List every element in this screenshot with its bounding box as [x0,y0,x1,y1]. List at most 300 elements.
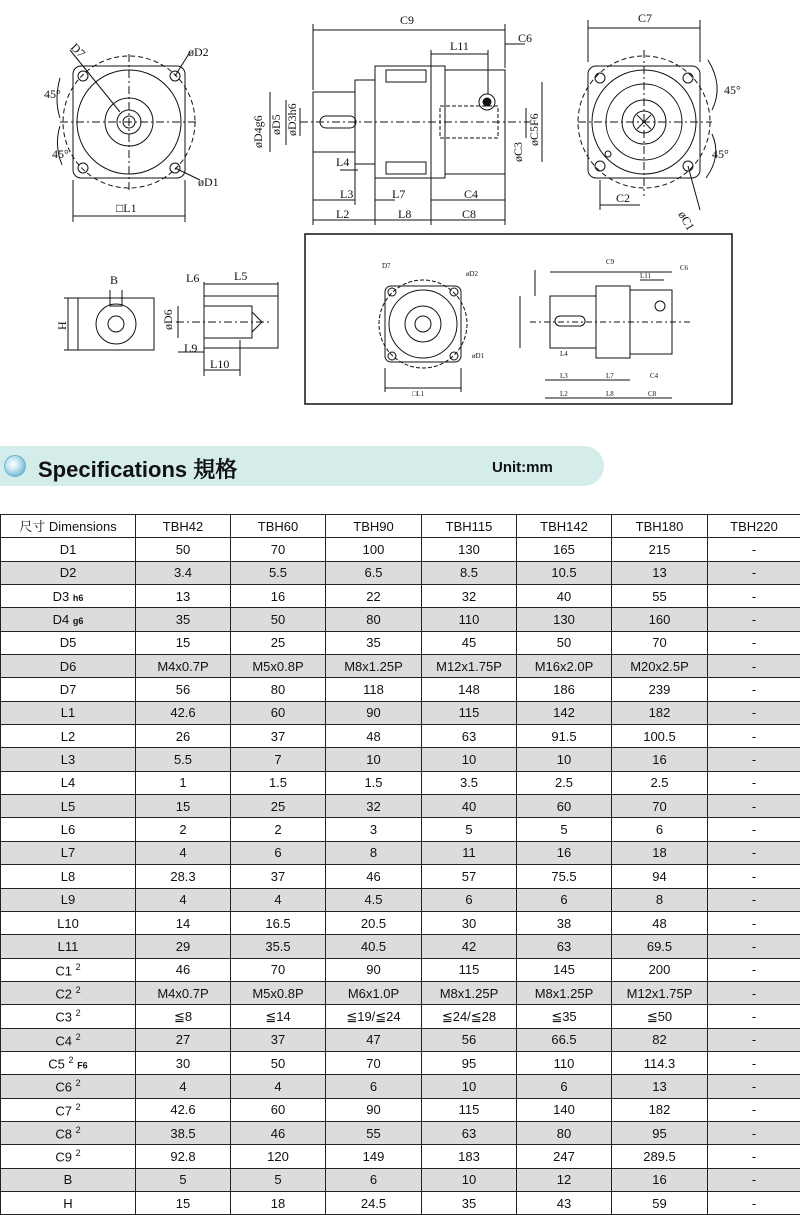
value-cell: 50 [231,1051,326,1074]
value-cell: 6.5 [326,561,422,584]
value-cell: 6 [231,841,326,864]
dimension-cell [1,1121,136,1144]
value-cell: 47 [326,1028,422,1051]
side-label-c5: øC5F6 [527,113,541,146]
header-dimensions: 尺寸 Dimensions [1,515,136,538]
value-cell: M8x1.25P [422,981,517,1004]
value-cell: 16 [612,1168,708,1191]
value-cell: 15 [136,631,231,654]
side-label-c6: C6 [518,31,532,45]
value-cell: 29 [136,935,231,958]
value-cell: - [708,865,800,888]
value-cell: 6 [326,1168,422,1191]
value-cell: - [708,655,800,678]
dimension-name: C5 [48,1056,65,1071]
dimension-name: D5 [60,635,77,650]
table-row [1,795,800,818]
dimension-note-superscript: 2 [76,1125,81,1135]
specifications-table [0,514,800,1215]
value-cell: 90 [326,958,422,981]
dimension-name: B [64,1172,73,1187]
front-label-angle-lower: 45° [52,147,69,161]
value-cell: ≦50 [612,1005,708,1028]
dimension-cell [1,888,136,911]
value-cell: ≦24/≦28 [422,1005,517,1028]
front-label-d1: øD1 [198,175,219,189]
value-cell: 5 [422,818,517,841]
value-cell: 50 [231,608,326,631]
value-cell: 80 [517,1121,612,1144]
side-label-c3: øC3 [511,142,525,162]
value-cell: 16 [517,841,612,864]
value-cell: 46 [231,1121,326,1144]
dimension-note-superscript: 2 [76,1102,81,1112]
value-cell: 46 [136,958,231,981]
value-cell: 32 [326,795,422,818]
value-cell: 50 [517,631,612,654]
value-cell: 55 [326,1121,422,1144]
value-cell: 3 [326,818,422,841]
dimension-name: L2 [61,729,75,744]
inset-label-l11: L11 [640,272,652,280]
value-cell: 15 [136,1191,231,1214]
table-row [1,865,800,888]
value-cell: - [708,1005,800,1028]
table-row [1,1168,800,1191]
value-cell: - [708,958,800,981]
table-row [1,1098,800,1121]
value-cell: 57 [422,865,517,888]
dimension-tolerance-subscript: F6 [77,1060,88,1070]
dimension-cell [1,865,136,888]
value-cell: 90 [326,701,422,724]
shaft-label-l10: L10 [210,357,229,371]
table-row [1,958,800,981]
value-cell: 14 [136,911,231,934]
value-cell: 148 [422,678,517,701]
value-cell: M16x2.0P [517,655,612,678]
side-label-c4: C4 [464,187,478,201]
value-cell: 94 [612,865,708,888]
header-model: TBH220 [708,515,800,538]
dimension-name: C4 [55,1033,72,1048]
value-cell: - [708,841,800,864]
technical-drawings [0,0,800,420]
dimension-cell [1,981,136,1004]
value-cell: 92.8 [136,1145,231,1168]
key-label-b: B [110,273,118,287]
value-cell: 2 [136,818,231,841]
value-cell: 30 [136,1051,231,1074]
value-cell: 18 [612,841,708,864]
value-cell: 42 [422,935,517,958]
value-cell: 1.5 [326,771,422,794]
value-cell: 70 [612,795,708,818]
dimension-name: L3 [61,752,75,767]
side-label-c8: C8 [462,207,476,221]
value-cell: ≦14 [231,1005,326,1028]
rear-label-angle-lower: 45° [712,147,729,161]
value-cell: 5 [517,818,612,841]
value-cell: 10 [517,748,612,771]
value-cell: - [708,911,800,934]
dimension-cell [1,1028,136,1051]
side-label-l8: L8 [398,207,411,221]
value-cell: - [708,818,800,841]
table-row [1,818,800,841]
value-cell: 48 [612,911,708,934]
value-cell: - [708,538,800,561]
table-row [1,1121,800,1144]
value-cell: 59 [612,1191,708,1214]
value-cell: 24.5 [326,1191,422,1214]
value-cell: 30 [422,911,517,934]
front-label-d2: øD2 [188,45,209,59]
value-cell: 43 [517,1191,612,1214]
table-row [1,678,800,701]
shaft-label-l9: L9 [184,341,197,355]
header-model: TBH90 [326,515,422,538]
value-cell: ≦19/≦24 [326,1005,422,1028]
value-cell: - [708,631,800,654]
value-cell: 70 [231,538,326,561]
dimension-name: C3 [55,1010,72,1025]
value-cell: 120 [231,1145,326,1168]
dimension-cell [1,725,136,748]
value-cell: 25 [231,631,326,654]
value-cell: M4x0.7P [136,981,231,1004]
table-row [1,655,800,678]
value-cell: 115 [422,1098,517,1121]
value-cell: 82 [612,1028,708,1051]
value-cell: 115 [422,701,517,724]
value-cell: 28.3 [136,865,231,888]
dimension-cell [1,911,136,934]
table-row [1,701,800,724]
value-cell: 130 [517,608,612,631]
inset-label-c4: C4 [650,372,659,380]
value-cell: 91.5 [517,725,612,748]
side-label-d3: øD3h6 [285,103,299,136]
dimension-note-superscript: 2 [76,1148,81,1158]
value-cell: 42.6 [136,701,231,724]
value-cell: 160 [612,608,708,631]
shaft-label-l6: L6 [186,271,199,285]
value-cell: 1 [136,771,231,794]
dimension-cell [1,1168,136,1191]
value-cell: 38 [517,911,612,934]
dimension-cell [1,608,136,631]
dimension-name: H [63,1196,72,1211]
value-cell: - [708,1028,800,1051]
value-cell: 26 [136,725,231,748]
dimension-cell [1,748,136,771]
dimension-note-superscript: 2 [76,985,81,995]
dimension-note-superscript: 2 [76,1032,81,1042]
rear-view-drawing [578,20,717,210]
value-cell: 115 [422,958,517,981]
value-cell: 4 [231,1075,326,1098]
value-cell: 183 [422,1145,517,1168]
value-cell: 80 [231,678,326,701]
dimension-name: C8 [55,1126,72,1141]
dimension-cell [1,771,136,794]
value-cell: 200 [612,958,708,981]
dimension-cell [1,678,136,701]
rear-label-c2: C2 [616,191,630,205]
dimension-name: L4 [61,775,75,790]
dimension-cell [1,1145,136,1168]
side-view-drawing [270,24,542,225]
value-cell: 18 [231,1191,326,1214]
value-cell: - [708,1191,800,1214]
inset-label-l3: L3 [560,372,568,380]
rear-label-c1: øC1 [675,209,697,233]
dimension-note-superscript: 2 [76,1078,81,1088]
value-cell: 6 [612,818,708,841]
value-cell: 55 [612,585,708,608]
table-row [1,981,800,1004]
value-cell: 140 [517,1098,612,1121]
value-cell: 35 [326,631,422,654]
value-cell: 247 [517,1145,612,1168]
value-cell: - [708,981,800,1004]
dimension-cell [1,561,136,584]
table-row [1,1005,800,1028]
value-cell: 5 [136,1168,231,1191]
value-cell: 13 [136,585,231,608]
table-row [1,608,800,631]
value-cell: 114.3 [612,1051,708,1074]
side-label-d5: øD5 [269,114,283,135]
value-cell: - [708,795,800,818]
value-cell: 4 [136,888,231,911]
header-model: TBH42 [136,515,231,538]
value-cell: 6 [517,888,612,911]
side-label-l11: L11 [450,39,469,53]
dimension-name: L7 [61,845,75,860]
dimension-cell [1,631,136,654]
value-cell: 100.5 [612,725,708,748]
value-cell: 42.6 [136,1098,231,1121]
dimension-cell [1,935,136,958]
dimension-name: L6 [61,822,75,837]
value-cell: - [708,608,800,631]
value-cell: 75.5 [517,865,612,888]
value-cell: M8x1.25P [517,981,612,1004]
value-cell: 8 [326,841,422,864]
value-cell: 40 [517,585,612,608]
dimension-cell [1,585,136,608]
value-cell: 66.5 [517,1028,612,1051]
value-cell: 22 [326,585,422,608]
header-model: TBH142 [517,515,612,538]
rear-label-c7: C7 [638,11,652,25]
inset-panel-drawing [305,234,732,404]
value-cell: - [708,771,800,794]
value-cell: 165 [517,538,612,561]
value-cell: - [708,1168,800,1191]
table-row [1,888,800,911]
header-model: TBH180 [612,515,708,538]
value-cell: 12 [517,1168,612,1191]
value-cell: 35.5 [231,935,326,958]
header-model: TBH60 [231,515,326,538]
value-cell: 80 [326,608,422,631]
dimension-name: D2 [60,565,77,580]
table-row [1,1191,800,1214]
value-cell: 20.5 [326,911,422,934]
table-row [1,911,800,934]
value-cell: 4.5 [326,888,422,911]
dimension-name: D4 [53,612,70,627]
value-cell: 69.5 [612,935,708,958]
value-cell: M8x1.25P [326,655,422,678]
section-title: Specifications 規格 [38,453,237,484]
value-cell: 37 [231,865,326,888]
value-cell: 15 [136,795,231,818]
side-label-l2: L2 [336,207,349,221]
value-cell: 5 [231,1168,326,1191]
inset-label-l2: L2 [560,390,568,398]
value-cell: 5.5 [231,561,326,584]
value-cell: 70 [612,631,708,654]
table-row [1,1028,800,1051]
table-row [1,935,800,958]
dimension-tolerance-subscript: g6 [73,616,84,626]
dimension-tolerance-subscript: h6 [73,593,84,603]
value-cell: M5x0.8P [231,655,326,678]
value-cell: M4x0.7P [136,655,231,678]
value-cell: 4 [136,841,231,864]
value-cell: 6 [326,1075,422,1098]
key-view-drawing [64,290,154,350]
dimension-cell [1,701,136,724]
value-cell: 289.5 [612,1145,708,1168]
dimension-name: D1 [60,542,77,557]
value-cell: 5.5 [136,748,231,771]
key-label-h: H [55,321,69,330]
value-cell: 16 [612,748,708,771]
value-cell: 10 [422,1075,517,1098]
value-cell: 60 [231,701,326,724]
value-cell: 45 [422,631,517,654]
value-cell: 2.5 [517,771,612,794]
dimension-note-superscript: 2 [69,1055,74,1065]
table-row [1,1145,800,1168]
value-cell: 8 [612,888,708,911]
value-cell: - [708,585,800,608]
dimension-cell [1,795,136,818]
inset-label-l4: L4 [560,350,568,358]
inset-label-l1: □L1 [412,390,425,398]
side-label-l4: L4 [336,155,349,169]
dimension-note-superscript: 2 [76,962,81,972]
table-header-row [1,515,800,538]
value-cell: 4 [231,888,326,911]
value-cell: 40.5 [326,935,422,958]
side-label-c9: C9 [400,13,414,27]
value-cell: 70 [231,958,326,981]
value-cell: M12x1.75P [612,981,708,1004]
value-cell: 11 [422,841,517,864]
value-cell: 32 [422,585,517,608]
value-cell: 90 [326,1098,422,1121]
unit-label: Unit:mm [492,459,553,476]
value-cell: 60 [231,1098,326,1121]
dimension-cell [1,958,136,981]
value-cell: 63 [422,1121,517,1144]
inset-label-c8: C8 [648,390,657,398]
value-cell: 63 [517,935,612,958]
value-cell: 10 [326,748,422,771]
value-cell: - [708,1145,800,1168]
shaft-label-l5: L5 [234,269,247,283]
inset-label-d2: øD2 [466,270,479,278]
specifications-banner [0,446,604,486]
value-cell: 100 [326,538,422,561]
value-cell: ≦8 [136,1005,231,1028]
value-cell: 70 [326,1051,422,1074]
value-cell: 149 [326,1145,422,1168]
value-cell: 8.5 [422,561,517,584]
dimension-name: C9 [55,1150,72,1165]
table-row [1,748,800,771]
table-row [1,538,800,561]
value-cell: 48 [326,725,422,748]
value-cell: 130 [422,538,517,561]
table-row [1,841,800,864]
dimension-name: D3 [53,589,70,604]
dimension-name: L10 [57,916,79,931]
dimension-cell [1,1191,136,1214]
value-cell: - [708,725,800,748]
inset-label-d7: D7 [382,262,391,270]
value-cell: 3.5 [422,771,517,794]
value-cell: 35 [422,1191,517,1214]
dimension-name: C1 [55,963,72,978]
dimension-cell [1,1098,136,1121]
value-cell: - [708,678,800,701]
dimension-note-superscript: 2 [76,1008,81,1018]
dimension-name: L8 [61,869,75,884]
table-row [1,585,800,608]
dimension-cell [1,655,136,678]
dimension-name: L1 [61,705,75,720]
value-cell: M6x1.0P [326,981,422,1004]
value-cell: 2 [231,818,326,841]
value-cell: - [708,1051,800,1074]
front-label-l1: □L1 [116,201,137,215]
side-label-d4: øD4g6 [251,115,265,148]
value-cell: 38.5 [136,1121,231,1144]
value-cell: 182 [612,1098,708,1121]
value-cell: M5x0.8P [231,981,326,1004]
value-cell: 1.5 [231,771,326,794]
dimension-name: C7 [55,1103,72,1118]
value-cell: - [708,748,800,771]
value-cell: - [708,935,800,958]
value-cell: 56 [422,1028,517,1051]
value-cell: 13 [612,1075,708,1098]
shaft-label-d6: øD6 [161,309,175,330]
value-cell: 145 [517,958,612,981]
side-label-l3: L3 [340,187,353,201]
value-cell: - [708,888,800,911]
value-cell: 35 [136,608,231,631]
value-cell: 215 [612,538,708,561]
bullet-icon [4,455,26,477]
